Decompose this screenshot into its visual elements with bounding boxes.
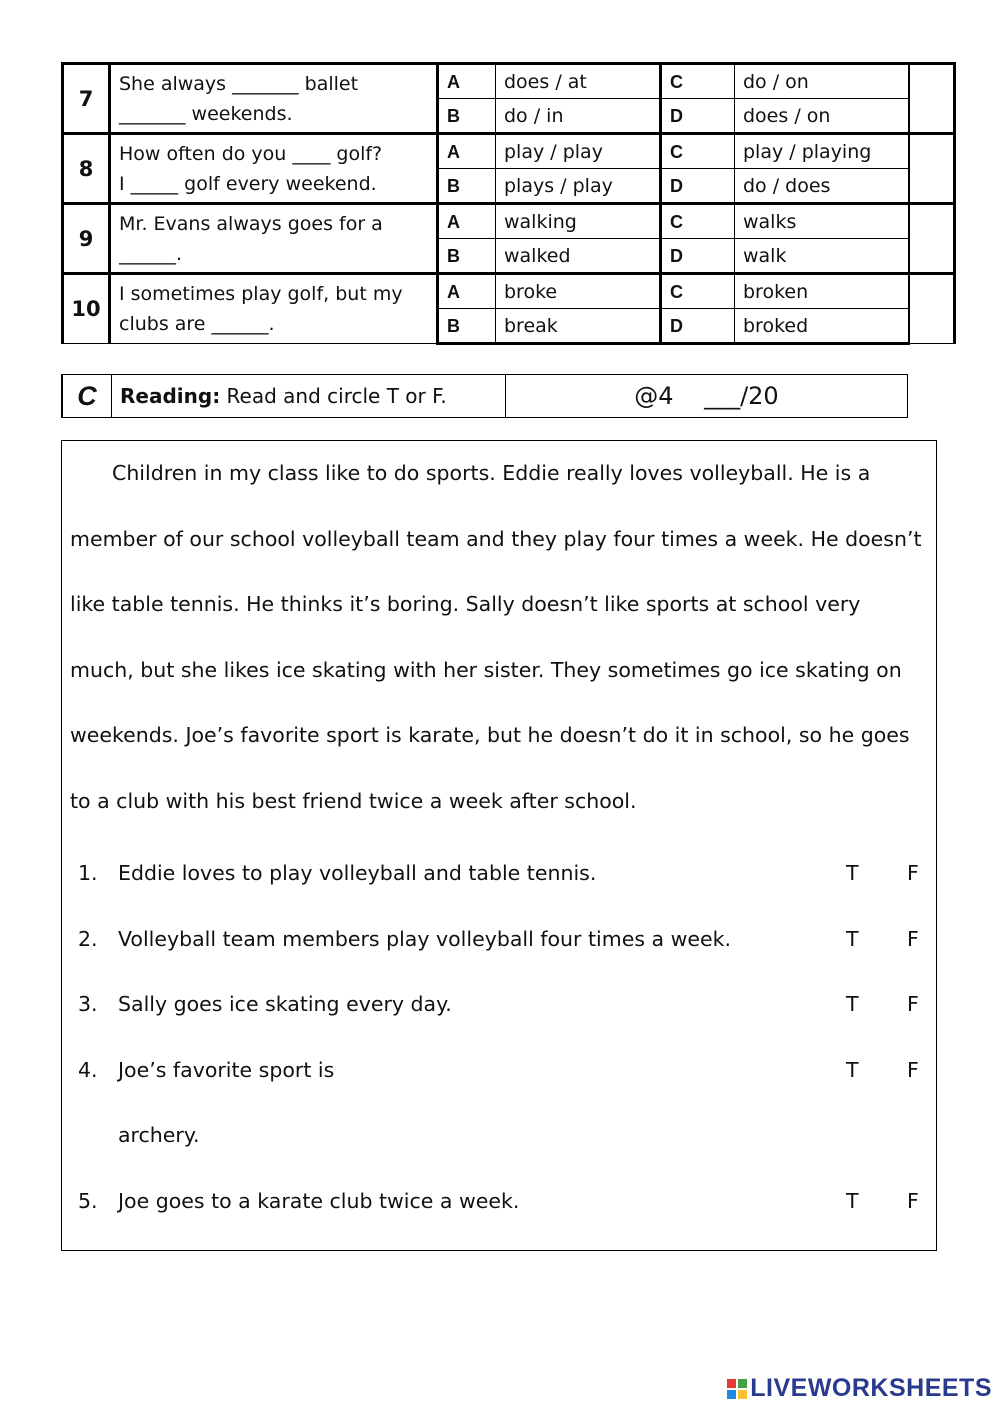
option-letter[interactable]: B [438, 99, 496, 134]
option-text[interactable]: do / does [735, 169, 909, 204]
option-text[interactable]: play / play [496, 134, 661, 169]
option-text[interactable]: does / at [496, 64, 661, 99]
statement-number: 1. [78, 861, 98, 885]
statement-item [62, 992, 938, 1032]
option-letter[interactable]: B [438, 309, 496, 344]
statement-number: 2. [78, 927, 98, 951]
true-option[interactable]: T [846, 861, 859, 885]
option-text[interactable]: broke [496, 274, 661, 309]
option-text[interactable]: do / in [496, 99, 661, 134]
option-letter[interactable]: A [438, 64, 496, 99]
option-text[interactable]: walk [735, 239, 909, 274]
statement-text: Joe’s favorite sport is [118, 1058, 335, 1082]
question-text: She always _______ ballet _______ weekends. [110, 64, 438, 134]
true-option[interactable]: T [846, 1058, 859, 1082]
question-number: 7 [63, 64, 110, 134]
option-text[interactable]: broked [735, 309, 909, 344]
question-text: Mr. Evans always goes for a ______. [110, 204, 438, 274]
option-letter[interactable]: C [661, 274, 735, 309]
false-option[interactable]: F [907, 992, 919, 1016]
false-option[interactable]: F [907, 861, 919, 885]
answer-box[interactable] [909, 134, 955, 204]
score-field[interactable]: @4 ___/20 [506, 375, 908, 418]
reading-box [61, 440, 937, 1251]
false-option[interactable]: F [907, 1189, 919, 1213]
option-text[interactable]: does / on [735, 99, 909, 134]
option-text[interactable]: play / playing [735, 134, 909, 169]
question-row [63, 64, 955, 99]
option-letter[interactable]: B [438, 169, 496, 204]
statement-item [62, 1189, 938, 1229]
false-option[interactable]: F [907, 927, 919, 951]
false-option[interactable]: F [907, 1058, 919, 1082]
liveworksheets-logo-icon [727, 1379, 747, 1399]
question-number: 10 [63, 274, 110, 344]
answer-box[interactable] [909, 64, 955, 134]
question-number: 9 [63, 204, 110, 274]
statement-text: Sally goes ice skating every day. [118, 992, 452, 1016]
statement-continuation: archery. [118, 1123, 200, 1147]
option-letter[interactable]: D [661, 309, 735, 344]
liveworksheets-watermark [727, 1374, 992, 1403]
statement-number: 5. [78, 1189, 98, 1213]
option-letter[interactable]: C [661, 204, 735, 239]
option-text[interactable]: broken [735, 274, 909, 309]
section-header [61, 374, 908, 418]
option-letter[interactable]: D [661, 169, 735, 204]
answer-box[interactable] [909, 274, 955, 344]
question-row [63, 274, 955, 309]
section-letter: C [62, 375, 112, 418]
statement-text: Joe goes to a karate club twice a week. [118, 1189, 520, 1213]
statement-number: 4. [78, 1058, 98, 1082]
option-text[interactable]: walking [496, 204, 661, 239]
watermark-text: LIVEWORKSHEETS [750, 1374, 992, 1402]
true-option[interactable]: T [846, 992, 859, 1016]
statement-item [62, 927, 938, 967]
option-letter[interactable]: B [438, 239, 496, 274]
true-option[interactable]: T [846, 927, 859, 951]
option-text[interactable]: break [496, 309, 661, 344]
option-letter[interactable]: A [438, 274, 496, 309]
option-text[interactable]: walks [735, 204, 909, 239]
multiple-choice-table [61, 62, 956, 345]
option-text[interactable]: plays / play [496, 169, 661, 204]
reading-passage: Children in my class like to do sports. Eddie really loves volleyball. He is a member of our school volleyball team and they play four times a week. He doesn’t like table tennis. He thinks it’s boring. Sally doesn’t like sports at school very much, but she likes ice skating with her sister. They sometimes go ice skating on weekends. Joe’s favorite sport is karate, but he doesn’t do it in school, so he goes to a club with his best friend twice a week after school. [70, 461, 922, 813]
option-text[interactable]: do / on [735, 64, 909, 99]
statement-text: Volleyball team members play volleyball four times a week. [118, 927, 731, 951]
option-text[interactable]: walked [496, 239, 661, 274]
question-number: 8 [63, 134, 110, 204]
question-text: How often do you ____ golf? I _____ golf every weekend. [110, 134, 438, 204]
option-letter[interactable]: D [661, 99, 735, 134]
answer-box[interactable] [909, 204, 955, 274]
section-title: Reading: Read and circle T or F. [112, 375, 506, 418]
option-letter[interactable]: C [661, 134, 735, 169]
question-text: I sometimes play golf, but my clubs are ______. [110, 274, 438, 344]
option-letter[interactable]: D [661, 239, 735, 274]
statement-item [62, 1058, 938, 1098]
statement-text: Eddie loves to play volleyball and table tennis. [118, 861, 597, 885]
option-letter[interactable]: C [661, 64, 735, 99]
statement-item [62, 861, 938, 901]
question-row [63, 204, 955, 239]
question-row [63, 134, 955, 169]
option-letter[interactable]: A [438, 204, 496, 239]
statement-number: 3. [78, 992, 98, 1016]
option-letter[interactable]: A [438, 134, 496, 169]
true-option[interactable]: T [846, 1189, 859, 1213]
